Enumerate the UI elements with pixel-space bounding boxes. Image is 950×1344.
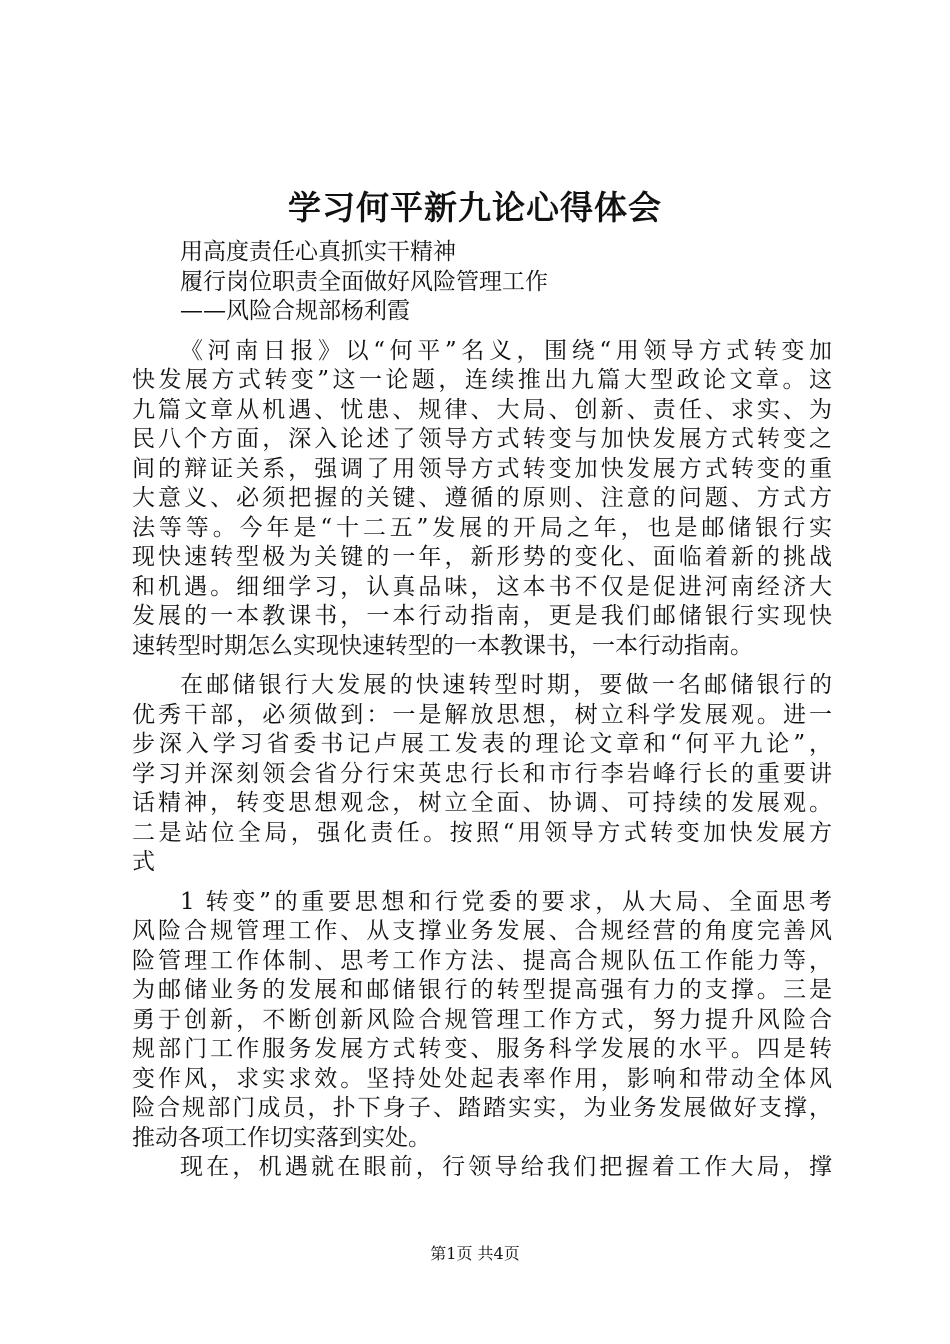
paragraph-line: 间的辩证关系，强调了用领导方式转变加快发展方式转变的重: [132, 455, 832, 482]
paragraph-line: 变作风，求实求效。坚持处处起表率作用，影响和带动全体风: [132, 1065, 832, 1092]
paragraph-line: 在邮储银行大发展的快速转型时期，要做一名邮储银行的: [180, 672, 832, 698]
paragraph-gap: [132, 327, 832, 337]
page-number-footer: 第1页 共4页: [430, 1244, 520, 1263]
paragraph-line: 现快速转型极为关键的一年，新形势的变化、面临着新的挑战: [132, 544, 832, 570]
paragraph-line: 风险合规管理工作、从支撑业务发展、合规经营的角度完善风: [132, 918, 832, 944]
subtitle-line: 用高度责任心真抓实干精神: [180, 239, 456, 265]
paragraph-line: 为邮储业务的发展和邮储银行的转型提高强有力的支撑。三是: [132, 977, 832, 1003]
paragraph-line: 和机遇。细细学习，认真品味，这本书不仅是促进河南经济大: [132, 573, 832, 600]
paragraph-line: 式: [132, 849, 155, 875]
document-body: [132, 238, 832, 1183]
paragraph-line: 二是站位全局，强化责任。按照“用领导方式转变加快发展方: [132, 819, 832, 846]
paragraph-line: 速转型时期怎么实现快速转型的一本教课书，一本行动指南。: [132, 632, 753, 659]
author-line: ——风险合规部杨利霞: [180, 298, 410, 324]
paragraph-gap: [132, 878, 832, 888]
paragraph-line: 险管理工作体制、思考工作方法、提高合规队伍工作能力等，: [132, 947, 832, 974]
paragraph-line: 优秀干部，必须做到：一是解放思想，树立科学发展观。进一: [132, 701, 832, 728]
subtitle-line: 履行岗位职责全面做好风险管理工作: [180, 268, 548, 295]
paragraph-4: [132, 1153, 832, 1183]
paragraph-line: 民八个方面，深入论述了领导方式转变与加快发展方式转变之: [132, 426, 832, 452]
paragraph-line: 勇于创新，不断创新风险合规管理工作方式，努力提升风险合: [132, 1006, 832, 1033]
paragraph-line: 学习并深刻领会省分行宋英忠行长和市行李岩峰行长的重要讲: [132, 760, 832, 787]
paragraph-3: [132, 888, 832, 1154]
paragraph-gap: [132, 661, 832, 671]
document-title: 学习何平新九论心得体会: [288, 188, 662, 227]
paragraph-line: 险合规部门成员，扑下身子、踏踏实实，为业务发展做好支撑，: [132, 1095, 832, 1121]
paragraph-line: 步深入学习省委书记卢展工发表的理论文章和“何平九论”，: [132, 731, 832, 757]
paragraph-line: 九篇文章从机遇、忧患、规律、大局、创新、责任、求实、为: [132, 396, 832, 423]
paragraph-line: 规部门工作服务发展方式转变、服务科学发展的水平。四是转: [132, 1036, 832, 1062]
paragraph-line: 现在，机遇就在眼前，行领导给我们把握着工作大局，撑: [180, 1154, 832, 1180]
paragraph-2: [132, 671, 832, 878]
paragraph-line: 推动各项工作切实落到实处。: [132, 1124, 431, 1151]
paragraph-line: 大意义、必须把握的关键、遵循的原则、注意的问题、方式方: [132, 485, 832, 511]
paragraph-line: 发展的一本教课书，一本行动指南，更是我们邮储银行实现快: [132, 603, 832, 629]
paragraph-1: [132, 337, 832, 662]
paragraph-line: 《河南日报》以“何平”名义，围绕“用领导方式转变加: [180, 337, 832, 364]
paragraph-line: 话精神，转变思想观念，树立全面、协调、可持续的发展观。: [132, 790, 832, 816]
paragraph-line: 1 转变”的重要思想和行党委的要求，从大局、全面思考: [180, 888, 832, 915]
paragraph-line: 法等等。今年是“十二五”发展的开局之年，也是邮储银行实: [132, 514, 832, 541]
paragraph-line: 快发展方式转变”这一论题，连续推出九篇大型政论文章。这: [132, 367, 832, 393]
